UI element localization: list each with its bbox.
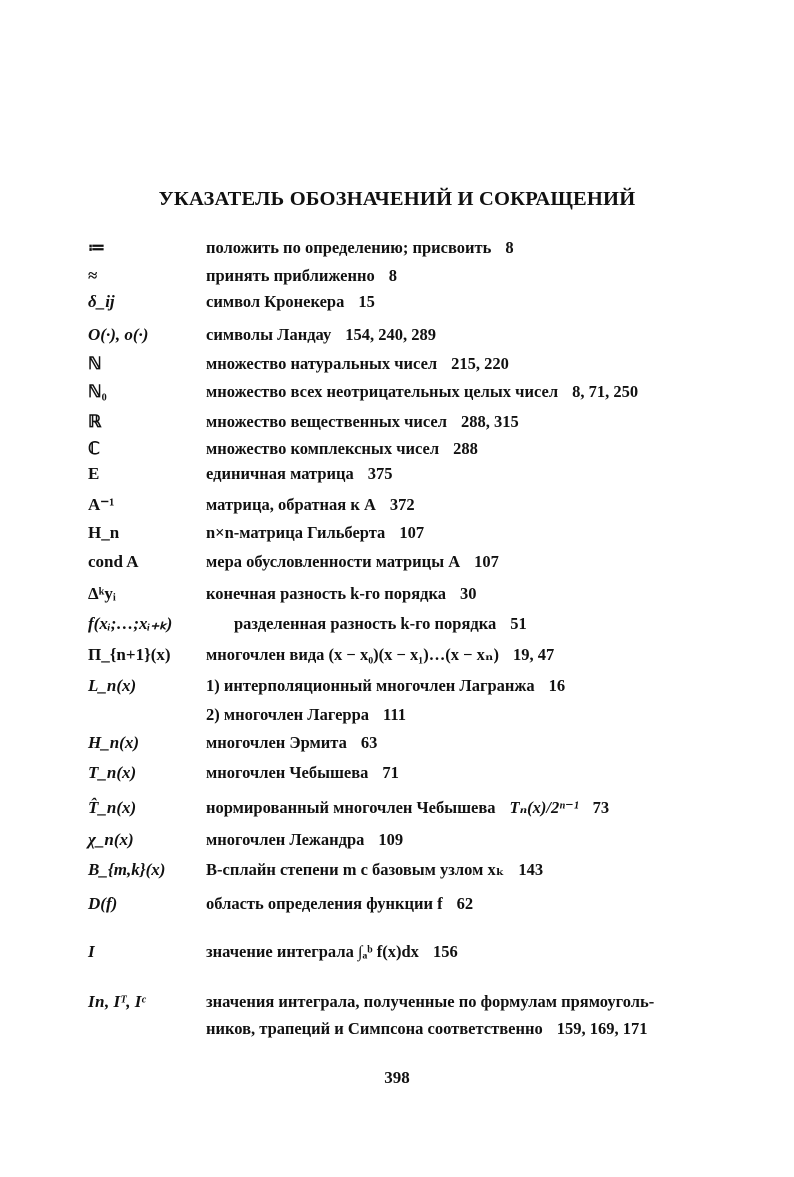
entry-description: единичная матрица [206,464,354,483]
entry-symbol: Δᵏyᵢ [88,584,116,603]
entry-description: конечная разность k-го порядка [206,584,447,603]
entry-symbol: A⁻¹ [88,495,115,514]
entry-pages: 375 [367,464,393,483]
entry-symbol: B_{m,k}(x) [88,860,166,879]
entry-symbol: Π_{n+1}(x) [88,645,171,664]
entry-symbol: ℝ [88,412,102,431]
entry-symbol: ≈ [88,266,98,285]
entry-symbol: H_n [88,523,120,542]
entry-symbol: D(f) [88,894,118,913]
entry-symbol: Iᴨ, Iᵀ, Iᶜ [88,992,146,1011]
entry-pages: 109 [378,830,404,849]
entry-pages: 111 [383,705,406,724]
entry-description: множество комплексных чисел [206,439,440,458]
entry-pages: 8, 71, 250 [572,382,639,401]
entry-pages: 143 [518,860,544,879]
entry-description: символы Ландау [206,325,332,344]
entry-description: значение интеграла ∫ₐᵇ f(x)dx [206,942,419,961]
entry-description: положить по определению; присвоить [206,238,492,257]
page-title: УКАЗАТЕЛЬ ОБОЗНАЧЕНИЙ И СОКРАЩЕНИЙ [158,188,636,210]
page-number: 398 [384,1068,410,1087]
entry-pages: 156 [432,942,458,961]
entry-symbol: ℕ₀ [88,382,107,401]
entry-description: нормированный многочлен Чебышева [206,798,496,817]
entry-symbol: cond A [88,552,139,571]
entry-symbol: O(·), o(·) [88,325,149,344]
entry-pages: 16 [548,676,566,695]
entry-description: многочлен Лежандра [206,830,365,849]
entry-symbol: ≔ [88,238,105,257]
entry-pages: 15 [358,292,375,311]
entry-symbol: T_n(x) [88,763,137,782]
entry-description: n×n-матрица Гильберта [206,523,386,542]
entry-pages: 154, 240, 289 [345,325,436,344]
entry-pages: 215, 220 [451,354,509,373]
entry-symbol: χ_n(x) [88,830,134,849]
entry-pages: 30 [460,584,477,603]
entry-formula: Tₙ(x)/2ⁿ⁻¹ [509,798,579,817]
entry-symbol: δ_ij [88,292,115,311]
entry-pages: 159, 169, 171 [556,1019,648,1038]
entry-symbol: f(xᵢ;…;xᵢ₊ₖ) [88,614,173,633]
entry-description: множество натуральных чисел [206,354,438,373]
entry-pages: 8 [388,266,397,285]
entry-symbol: I [88,942,95,961]
entry-pages: 51 [510,614,527,633]
entry-pages: 288 [453,439,478,458]
entry-description: разделенная разность k-го порядка [234,614,497,633]
entry-symbol: H_n(x) [88,733,139,752]
entry-description: область определения функции f [206,894,443,913]
entry-description: значения интеграла, полученные по формулам прямоуголь- [206,992,655,1011]
entry-symbol: ℂ [88,439,100,458]
entry-description: 1) интерполяционный многочлен Лагранжа [206,676,535,695]
entry-pages: 19, 47 [512,645,555,664]
entry-description: мера обусловленности матрицы A [206,552,461,571]
entry-description: символ Кронекера [206,292,345,311]
entry-description: множество всех неотрицательных целых чисел [206,382,559,401]
entry-description: множество вещественных чисел [206,412,447,431]
entry-pages: 288, 315 [461,412,519,431]
entry-description: принять приближенно [206,266,375,285]
entry-pages: 62 [456,894,474,913]
entry-description: многочлен вида (x − x₀)(x − x₁)…(x − xₙ) [206,645,499,664]
entry-pages: 8 [505,238,514,257]
entry-pages: 372 [389,495,415,514]
entry-description: B-сплайн степени m с базовым узлом xₖ [206,860,505,879]
entry-pages: 73 [592,798,610,817]
entry-pages: 107 [474,552,499,571]
entry-symbol: L_n(x) [88,676,137,695]
entry-symbol: E [88,464,100,483]
entry-description: 2) многочлен Лагерра [206,705,370,724]
entry-description: многочлен Чебышева [206,763,369,782]
entry-symbol: T̂_n(x) [88,798,137,817]
entry-description: многочлен Эрмита [206,733,347,752]
entry-pages: 107 [399,523,425,542]
entry-pages: 71 [382,763,399,782]
entry-description: ников, трапеций и Симпсона соответственно [206,1019,543,1038]
entry-pages: 63 [360,733,378,752]
entry-symbol: ℕ [88,354,102,373]
entry-description: матрица, обратная к A [206,495,376,514]
